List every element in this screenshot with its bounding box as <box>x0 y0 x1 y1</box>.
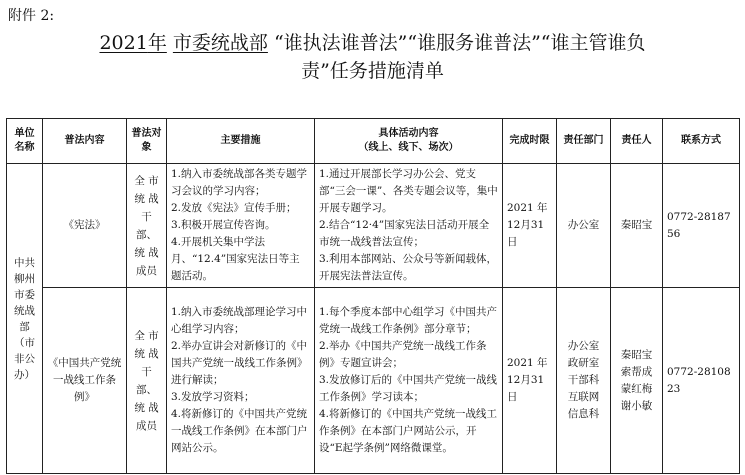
page-title <box>0 30 745 56</box>
object-cell: 全 市 统 战 干 部、 统 战 成员 <box>127 288 167 474</box>
content-cell: 《宪法》 <box>43 164 127 288</box>
deadline-cell: 2021 年 12月31 日 <box>503 288 557 474</box>
measures-cell: 1.纳入市委统战部理论学习中心组学习内容； 2.举办宣讲会对新修订的《中国共产党统一战线工作条例》进行解读； 3.发放学习资料； 4.将新修订的《中国共产党统一战线工作条例》在本部门户网站公示。 <box>167 288 315 474</box>
title-org: 市委统战部 <box>172 32 268 54</box>
column-header: 责任人 <box>611 119 663 164</box>
activities-cell: 1.通过开展部长学习办公会、党支部“三会一课”、各类专题会议等，集中开展专题学习。 2.结合“12·4”国家宪法日活动开展全市统一战线普法宣传； 3.利用本部网站、公众号等新闻载体，开展宪法普法宣传。 <box>315 164 503 288</box>
column-header: 普法内容 <box>43 119 127 164</box>
column-header: 完成时限 <box>503 119 557 164</box>
title-year: 2021 <box>99 32 148 54</box>
table-row <box>7 164 740 288</box>
page-title-line2: 责”任务措施清单 <box>301 60 444 82</box>
contact-cell: 0772-28108 23 <box>663 288 740 474</box>
activities-cell: 1.每个季度本部中心组学习《中国共产党统一战线工作条例》部分章节； 2.举办《中国共产党统一战线工作条例》专题宣讲会； 3.发放修订后的《中国共产党统一战线工作条例》学习读本； 4.将新修订的《中国共产党统一战线工作条例》在本部门户网站公示，开设“E起学条例”网络微课堂。 <box>315 288 503 474</box>
object-cell: 全 市 统 战 干 部、 统 战 成员 <box>127 164 167 288</box>
measures-cell: 1.纳入市委统战部各类专题学习会议的学习内容； 2.发放《宪法》宣传手册； 3.积极开展宣传咨询。 4.开展机关集中学法月、“12.4”国家宪法日等主题活动。 <box>167 164 315 288</box>
unit-name-cell: 中共 柳州 市委 统战 部 （市 非公 办） <box>7 164 43 474</box>
title-year-suffix: 年 <box>147 32 167 54</box>
column-header: 责任部门 <box>557 119 611 164</box>
deadline-cell: 2021 年 12月31 日 <box>503 164 557 288</box>
content-cell: 《中国共产党统一战线工作条例》 <box>43 288 127 474</box>
column-header: 具体活动内容 （线上、线下、场次） <box>315 119 503 164</box>
column-header: 普法对象 <box>127 119 167 164</box>
column-header: 主要措施 <box>167 119 315 164</box>
table-row <box>7 288 740 474</box>
contact-cell: 0772-28187 56 <box>663 164 740 288</box>
department-cell: 办公室 政研室 干部科 互联网 信息科 <box>557 288 611 474</box>
column-header: 单位名称 <box>7 119 43 164</box>
department-cell: 办公室 <box>557 164 611 288</box>
title-text: “谁执法谁普法”“谁服务谁普法”“谁主管谁负 <box>273 32 646 54</box>
column-header: 联系方式 <box>663 119 740 164</box>
task-table <box>6 118 740 474</box>
person-cell: 秦昭宝 索帮成 蒙红梅 谢小敏 <box>611 288 663 474</box>
attachment-label: 附件 2: <box>8 8 55 24</box>
person-cell: 秦昭宝 <box>611 164 663 288</box>
table-header-row <box>7 119 740 164</box>
